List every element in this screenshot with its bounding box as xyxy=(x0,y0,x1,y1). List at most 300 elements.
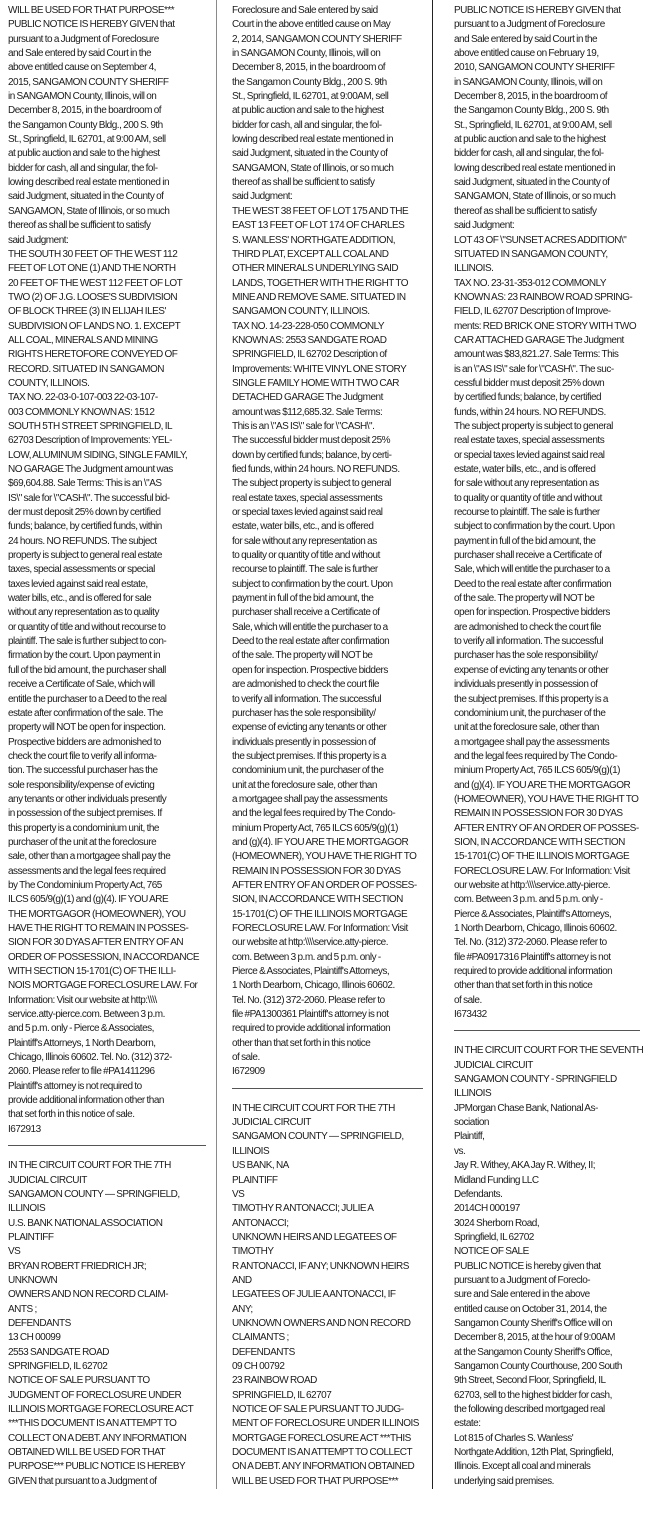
notice-line: JUDICIAL CIRCUIT xyxy=(8,1174,87,1186)
notice-line: December 8, 2015, in the boardroom of xyxy=(232,62,386,74)
notice-line: OWNERS AND NON RECORD CLAIM- xyxy=(8,1289,169,1301)
notice-line: any tenants or other individuals presently xyxy=(8,793,167,805)
notice-line: 23 RAINBOW ROAD xyxy=(232,1375,317,1387)
notice-line: NO GARAGE The Judgment amount was xyxy=(8,464,173,475)
notice-line: IN THE CIRCUIT COURT FOR THE 7TH xyxy=(8,1160,171,1172)
notice-line: Information: Visit our website at http:\\\\ xyxy=(8,994,157,1006)
notice-line: Plaintiff, xyxy=(454,1131,485,1143)
notice-line: 2010, SANGAMON COUNTY SHERIFF xyxy=(454,62,615,74)
notice-line: (HOMEOWNER), YOU HAVE THE RIGHT TO xyxy=(454,793,639,805)
notice-line: sale, other than a mortgagee shall pay the xyxy=(8,851,171,863)
notice-line: GIVEN that pursuant to a Judgment of xyxy=(8,1475,157,1487)
notice-line: FEET OF LOT ONE (1) AND THE NORTH xyxy=(8,263,176,275)
notice-line: UNKNOWN HEIRS AND LEGATEES OF xyxy=(232,1231,397,1243)
notice-line: of the sale. The property will NOT be xyxy=(454,593,595,605)
notice-line: SANGAMON COUNTY — SPRINGFIELD, xyxy=(8,1188,180,1200)
notice-line: REMAIN IN POSSESSION FOR 30 DYAS xyxy=(232,865,401,877)
notice-line: by certified funds; balance, by certified xyxy=(454,392,602,404)
notice-line: payment in full of the bid amount, the xyxy=(454,535,596,547)
notice-line: the subject premises. If this property is a xyxy=(454,693,608,705)
notice-line: TIMOTHY R ANTONACCI; JULIE A xyxy=(232,1203,374,1215)
notice-line: SANGAMON COUNTY — SPRINGFIELD, xyxy=(232,1131,404,1143)
notice-line: FORECLOSURE LAW. For Information: Visit xyxy=(232,923,408,934)
notice-line: by The Condominium Property Act, 765 xyxy=(8,879,162,891)
notice-line: ORDER OF POSSESSION, IN ACCORDANCE xyxy=(8,951,200,963)
notice-line: real estate taxes, special assessments xyxy=(232,492,383,504)
notice-line: OBTAINED WILL BE USED FOR THAT xyxy=(8,1447,166,1459)
notice-line: expense of evicting any tenants or other xyxy=(232,722,387,734)
column-1 xyxy=(0,0,216,1489)
notice-line: SINGLE FAMILY HOME WITH TWO CAR xyxy=(232,377,400,389)
notice-line: funds; balance, by certified funds, within xyxy=(8,521,162,533)
notice-line: are admonished to check the court file xyxy=(232,679,379,691)
notice-line: ILLINOIS xyxy=(8,1203,46,1215)
notice-line: I672913 xyxy=(8,1123,41,1135)
notice-line: SION, IN ACCORDANCE WITH SECTION xyxy=(454,836,625,848)
notice-line: St., Springfield, IL 62701, at 9:00 AM, sell xyxy=(454,119,612,131)
notice-line: WITH SECTION 15-1701(C) OF THE ILLI- xyxy=(8,966,176,978)
notice-line: purchaser shall receive a Certificate of xyxy=(232,607,380,619)
notice-line: (HOMEOWNER), YOU HAVE THE RIGHT TO xyxy=(232,851,417,863)
notice-line: pursuant to a Judgment of Foreclo- xyxy=(454,1274,591,1286)
notice-line: our website at http:\\\\service.atty-pierce. xyxy=(454,879,611,891)
notice-line: underlying said premises. xyxy=(454,1475,554,1487)
notice-line: lowing described real estate mentioned in xyxy=(454,162,615,174)
notice-line: taxes levied against said real estate, xyxy=(8,578,148,590)
notice-line: DEFENDANTS xyxy=(232,1346,295,1358)
notice-line: the following described mortgaged real xyxy=(454,1404,605,1415)
notice-line: full of the bid amount, the purchaser shall xyxy=(8,664,166,676)
notice-line: the Sangamon County Bldg., 200 S. 9th xyxy=(8,119,163,131)
notice-line: FORECLOSURE LAW. For Information: Visit xyxy=(454,865,630,877)
notice-line: SANGAMON COUNTY, ILLINOIS. xyxy=(232,306,370,318)
notice-line: LOT 43 OF \"SUNSET ACRES ADDITION\" xyxy=(454,234,627,246)
notice-line: JUDGMENT OF FORECLOSURE UNDER xyxy=(8,1389,182,1401)
notice-line: SPRINGFIELD, IL 62707 xyxy=(232,1389,332,1401)
notice-line: and the legal fees required by The Condo- xyxy=(232,808,396,820)
notice-line: SITUATED IN SANGAMON COUNTY, xyxy=(454,248,608,260)
notice-line: estate, water bills, etc., and is offered xyxy=(232,521,374,533)
notice-line: at public auction and sale to the highest xyxy=(454,134,606,146)
notice-line: entitled cause on October 31, 2014, the xyxy=(454,1303,607,1315)
notice-line: Midland Funding LLC xyxy=(454,1174,539,1186)
notice-line: water bills, etc., and is offered for sale xyxy=(8,593,152,605)
notice-line: for sale without any representation as xyxy=(232,535,377,547)
notice-line: SUBDIVISION OF LANDS NO. 1. EXCEPT xyxy=(8,320,181,332)
notice-line: Jay R. Withey, AKA Jay R. Withey, II; xyxy=(454,1160,596,1172)
notice-line: REMAIN IN POSSESSION FOR 30 DYAS xyxy=(454,808,623,820)
notice-line: sole responsibility/expense of evicting xyxy=(8,779,155,791)
notice-line: DETACHED GARAGE The Judgment xyxy=(232,392,383,404)
notice-line: SION, IN ACCORDANCE WITH SECTION xyxy=(232,894,403,906)
notice-line: to quality or quantity of title and without xyxy=(232,550,380,562)
notice-line: unit at the foreclosure sale, other than xyxy=(454,722,599,734)
notice-line: a mortgagee shall pay the assessments xyxy=(454,736,610,748)
notice-header xyxy=(232,1102,429,1489)
notice-line: SPRINGFIELD, IL 62702 xyxy=(8,1360,108,1372)
notice-line: The subject property is subject to general xyxy=(232,478,391,490)
notice-line: RIGHTS HERETOFORE CONVEYED OF xyxy=(8,349,178,361)
notice-line: unit at the foreclosure sale, other than xyxy=(232,779,377,791)
notice-line: CAR ATTACHED GARAGE The Judgment xyxy=(454,334,624,346)
notice-line: the Sangamon County Bldg., 200 S. 9th xyxy=(232,76,387,88)
notice-line: The subject property is subject to general xyxy=(454,420,613,432)
notice-line: cessful bidder must deposit 25% down xyxy=(454,377,605,389)
notice-line: entitle the purchaser to a Deed to the real xyxy=(8,693,167,705)
notice-line: Lot 815 of Charles S. Wanless' xyxy=(454,1432,574,1444)
notice-line: property is subject to general real estate xyxy=(8,550,162,562)
notice-line: com. Between 3 p.m. and 5 p.m. only - xyxy=(454,894,603,906)
notice-line: minium Property Act, 765 ILCS 605/9(g)(1) xyxy=(232,822,398,834)
notice-continuation xyxy=(232,4,429,1080)
notice-line: and (g)(4). IF YOU ARE THE MORTGAGOR xyxy=(232,836,409,848)
notice-line: 003 COMMONLY KNOWN AS: 1512 xyxy=(8,406,155,418)
notice-line: of sale. xyxy=(454,994,482,1006)
notice-line: PUBLIC NOTICE is hereby given that xyxy=(454,1260,601,1272)
notice-line: S. WANLESS' NORTHGATE ADDITION, xyxy=(232,234,396,246)
notice-line: SPRINGFIELD, IL 62702 Description of xyxy=(232,349,387,361)
notice-line: Sangamon County Sheriff's Office will on xyxy=(454,1317,613,1329)
notice-line: SANGAMON, State of Illinois, or so much xyxy=(232,162,394,174)
notice-line: Deed to the real estate after confirmation xyxy=(454,578,612,590)
notice-line: and (g)(4). IF YOU ARE THE MORTGAGOR xyxy=(454,779,631,791)
notice-line: that set forth in this notice of sale. xyxy=(8,1109,135,1121)
notice-line: said Judgment, situated in the County of xyxy=(232,148,388,160)
notice-line: are admonished to check the court file xyxy=(454,621,601,633)
notice-line: Tel. No. (312) 372-2060. Please refer to xyxy=(232,994,385,1006)
notice-line: ANTONACCI; xyxy=(232,1217,289,1229)
notice-line: open for inspection. Prospective bidders xyxy=(454,607,610,619)
notice-line: UNKNOWN xyxy=(8,1274,58,1286)
notice-line: tion. The successful purchaser has the xyxy=(8,765,158,777)
notice-line: WILL BE USED FOR THAT PURPOSE*** xyxy=(232,1475,399,1487)
notice-line: recourse to plaintiff. The sale is further xyxy=(232,564,378,576)
notice-line: NOTICE OF SALE PURSUANT TO JUDG- xyxy=(232,1404,404,1415)
notice-line: LEGATEES OF JULIE A ANTONACCI, IF xyxy=(232,1289,396,1301)
notice-line: IN THE CIRCUIT COURT FOR THE SEVENTH xyxy=(454,1045,644,1057)
notice-line: AFTER ENTRY OF AN ORDER OF POSSES- xyxy=(454,822,639,834)
notice-header xyxy=(8,1159,212,1489)
notice-line: in SANGAMON County, Illinois, will on xyxy=(454,76,603,88)
notice-line: FIELD, IL 62707 Description of Improve- xyxy=(454,306,611,318)
notice-line: St., Springfield, IL 62701, at 9:00 AM, sell xyxy=(8,134,166,146)
notice-line: the subject premises. If this property is a xyxy=(232,750,386,762)
notice-line: THE WEST 38 FEET OF LOT 175 AND THE xyxy=(232,205,409,217)
notice-line: KNOWN AS: 23 RAINBOW ROAD SPRING- xyxy=(454,291,633,303)
notice-line: NOIS MORTGAGE FORECLOSURE LAW. For xyxy=(8,980,198,992)
notice-line: TAX NO. 23-31-353-012 COMMONLY xyxy=(454,277,607,289)
notice-line: plaintiff. The sale is further subject to con- xyxy=(8,636,167,648)
notice-line: thereof as shall be sufficient to satisfy xyxy=(8,220,151,232)
notice-line: THE MORTGAGOR (HOMEOWNER), YOU xyxy=(8,908,186,920)
notice-line: individuals presently in possession of xyxy=(232,736,376,748)
notice-line: WILL BE USED FOR THAT PURPOSE*** xyxy=(8,5,175,16)
notice-line: 3024 Sherborn Road, xyxy=(454,1217,540,1229)
notice-line: OF BLOCK THREE (3) IN ELIJAH ILES' xyxy=(8,306,166,318)
notice-line: sociation xyxy=(454,1117,489,1129)
notice-line: Sangamon County Courthouse, 200 South xyxy=(454,1360,622,1372)
notice-line: 2553 SANDGATE ROAD xyxy=(8,1346,109,1358)
notice-continuation xyxy=(8,4,212,1137)
notice-line: and the legal fees required by The Condo- xyxy=(454,750,618,762)
notice-line: funds, within 24 hours. NO REFUNDS. xyxy=(454,406,606,418)
notice-line: Prospective bidders are admonished to xyxy=(8,736,161,748)
notice-line: JUDICIAL CIRCUIT xyxy=(232,1117,311,1129)
notice-line: said Judgment: xyxy=(454,220,515,232)
notice-line: minium Property Act, 765 ILCS 605/9(g)(1) xyxy=(454,765,620,777)
notice-line: said Judgment: xyxy=(232,191,293,203)
notice-line: Illinois. Except all coal and minerals xyxy=(454,1461,591,1473)
notice-line: in SANGAMON County, Illinois, will on xyxy=(232,48,381,60)
notice-line: December 8, 2015, in the boardroom of xyxy=(454,91,608,103)
notice-line: Chicago, Illinois 60602. Tel. No. (312) 372- xyxy=(8,1052,172,1064)
column-3 xyxy=(432,0,649,1489)
notice-line: ILLINOIS. xyxy=(454,263,494,275)
notice-line: AND xyxy=(232,1274,252,1286)
notice-line: Pierce & Associates, Plaintiff's Attorneys, xyxy=(454,908,612,920)
notice-line: BRYAN ROBERT FRIEDRICH JR; xyxy=(8,1260,147,1272)
notice-line: said Judgment, situated in the County of xyxy=(8,191,164,203)
notice-line: bidder for cash, all and singular, the fol- xyxy=(8,162,158,174)
notice-line: individuals presently in possession of xyxy=(454,679,598,691)
notice-line: condominium unit, the purchaser of the xyxy=(454,707,606,719)
notice-line: Pierce & Associates, Plaintiff's Attorneys, xyxy=(232,966,390,978)
notice-line: 20 FEET OF THE WEST 112 FEET OF LOT xyxy=(8,277,183,289)
notice-line: LANDS, TOGETHER WITH THE RIGHT TO xyxy=(232,277,409,289)
notice-line: CLAIMANTS ; xyxy=(232,1332,289,1344)
notice-line: or quantity of title and without recourse to xyxy=(8,621,166,633)
notice-line: ANY; xyxy=(232,1303,253,1315)
notice-line: condominium unit, the purchaser of the xyxy=(232,765,384,777)
notice-line: ments: RED BRICK ONE STORY WITH TWO xyxy=(454,320,637,332)
notice-line: TIMOTHY xyxy=(232,1246,274,1258)
notice-line: property will NOT be open for inspection. xyxy=(8,722,166,734)
notice-line: subject to confirmation by the court. Upon xyxy=(232,578,393,590)
notice-line: PURPOSE*** PUBLIC NOTICE IS HEREBY xyxy=(8,1461,186,1473)
notice-line: 09 CH 00792 xyxy=(232,1360,285,1372)
notice-line: in possession of the subject premises. If xyxy=(8,808,162,820)
notice-line: 1 North Dearborn, Chicago, Illinois 60602. xyxy=(454,923,617,934)
notice-line: this property is a condominium unit, the xyxy=(8,822,159,834)
notice-line: above entitled cause on February 19, xyxy=(454,48,599,60)
notice-line: and 5 p.m. only - Pierce & Associates, xyxy=(8,1023,154,1035)
notice-line: recourse to plaintiff. The sale is further xyxy=(454,507,600,519)
notice-line: 1 North Dearborn, Chicago, Illinois 60602. xyxy=(232,980,395,992)
notice-line: LOW, ALUMINUM SIDING, SINGLE FAMILY, xyxy=(8,449,188,461)
notice-line: of sale. xyxy=(232,1052,260,1064)
notice-line: bidder for cash, all and singular, the fol- xyxy=(232,119,382,131)
notice-line: pursuant to a Judgment of Foreclosure xyxy=(8,33,159,45)
column-2 xyxy=(216,0,432,1489)
notice-line: ***THIS DOCUMENT IS AN ATTEMPT TO xyxy=(8,1418,177,1430)
notice-line: 62703, sell to the highest bidder for cash, xyxy=(454,1389,612,1401)
notice-line: Foreclosure and Sale entered by said xyxy=(232,5,378,16)
notice-line: purchaser shall receive a Certificate of xyxy=(454,550,602,562)
notice-line: amount was $112,685.32. Sale Terms: xyxy=(232,406,383,418)
notice-line: ILLINOIS xyxy=(454,1088,492,1100)
notice-line: JPMorgan Chase Bank, National As- xyxy=(454,1102,598,1114)
notice-line: Plaintiff's attorney is not required to xyxy=(8,1080,142,1092)
notice-line: R ANTONACCI, IF ANY; UNKNOWN HEIRS xyxy=(232,1260,409,1272)
notice-line: file #PA0917316 Plaintiff's attorney is not xyxy=(454,951,611,963)
notice-line: 15-1701(C) OF THE ILLINOIS MORTGAGE xyxy=(454,851,630,863)
notice-divider xyxy=(8,1145,206,1146)
notice-line: der must deposit 25% down by certified xyxy=(8,507,161,519)
notice-line: Sale, which will entitle the purchaser to a xyxy=(454,564,610,576)
notice-line: is an \"AS IS\" sale for \"CASH\". The suc- xyxy=(454,363,614,375)
notice-line: provide additional information other than xyxy=(8,1095,164,1107)
notice-line: VS xyxy=(8,1246,21,1258)
notice-line: MINE AND REMOVE SAME. SITUATED IN xyxy=(232,291,406,303)
notice-line: Northgate Addition, 12th Plat, Springfield, xyxy=(454,1447,614,1459)
notice-line: OTHER MINERALS UNDERLYING SAID xyxy=(232,263,399,275)
notice-line: of the sale. The property will NOT be xyxy=(232,650,373,662)
notice-line: ILLINOIS MORTGAGE FORECLOSURE ACT xyxy=(8,1404,194,1415)
notice-line: the Sangamon County Bldg., 200 S. 9th xyxy=(454,105,609,117)
notice-line: The successful bidder must deposit 25% xyxy=(232,435,391,447)
notice-line: vs. xyxy=(454,1145,466,1157)
notice-line: PUBLIC NOTICE IS HEREBY GIVEN that xyxy=(454,5,621,16)
notice-line: our website at http:\\\\service.atty-pierce. xyxy=(232,937,389,949)
notice-line: lowing described real estate mentioned in xyxy=(8,177,169,189)
notice-line: or special taxes levied against said real xyxy=(454,449,605,461)
notice-line: 24 hours. NO REFUNDS. The subject xyxy=(8,535,157,547)
notice-line: MENT OF FORECLOSURE UNDER ILLINOIS xyxy=(232,1418,419,1430)
notice-line: 9th Street, Second Floor, Springfield, IL xyxy=(454,1375,606,1387)
notice-line: thereof as shall be sufficient to satisfy xyxy=(232,177,375,189)
notice-line: Court in the above entitled cause on May xyxy=(232,19,391,31)
notice-line: or special taxes levied against said real xyxy=(232,507,383,519)
notice-line: December 8, 2015, at the hour of 9:00AM xyxy=(454,1332,615,1344)
notice-line: KNOWN AS: 2553 SANDGATE ROAD xyxy=(232,334,387,346)
notice-line: without any representation as to quality xyxy=(8,607,159,619)
notice-continuation xyxy=(454,4,646,1022)
notice-line: AFTER ENTRY OF AN ORDER OF POSSES- xyxy=(232,879,417,891)
notice-line: said Judgment: xyxy=(8,234,69,246)
notice-line: NOTICE OF SALE xyxy=(454,1246,529,1258)
notice-line: open for inspection. Prospective bidders xyxy=(232,664,388,676)
notice-line: ALL COAL, MINERALS AND MINING xyxy=(8,334,158,346)
notice-line: MORTGAGE FORECLOSURE ACT ***THIS xyxy=(232,1432,411,1444)
notice-line: in SANGAMON County, Illinois, will on xyxy=(8,91,157,103)
notice-line: taxes, special assessments or special xyxy=(8,564,155,576)
notice-line: THIRD PLAT, EXCEPT ALL COAL AND xyxy=(232,248,389,260)
notice-line: $69,604.88. Sale Terms: This is an \"AS xyxy=(8,478,162,490)
notice-line: Tel. No. (312) 372-2060. Please refer to xyxy=(454,937,607,949)
notice-line: 2060. Please refer to file #PA1411296 xyxy=(8,1066,155,1078)
notice-line: bidder for cash, all and singular, the fol- xyxy=(454,148,604,160)
notice-line: ILLINOIS xyxy=(232,1145,270,1157)
notice-line: SOUTH 5TH STREET SPRINGFIELD, IL xyxy=(8,420,173,432)
notice-line: pursuant to a Judgment of Foreclosure xyxy=(454,19,605,31)
notice-line: TAX NO. 14-23-228-050 COMMONLY xyxy=(232,320,385,332)
notice-line: THE SOUTH 30 FEET OF THE WEST 112 xyxy=(8,248,178,260)
notice-line: PLAINTIFF xyxy=(8,1231,54,1243)
notice-line: HAVE THE RIGHT TO REMAIN IN POSSES- xyxy=(8,923,189,934)
notice-line: sure and Sale entered in the above xyxy=(454,1289,590,1301)
notice-line: PUBLIC NOTICE IS HEREBY GIVEN that xyxy=(8,19,175,31)
notice-line: other than that set forth in this notice xyxy=(454,980,593,992)
notice-line: required to provide additional information xyxy=(454,966,613,978)
notice-line: for sale without any representation as xyxy=(454,478,599,490)
notice-line: check the court file to verify all informa- xyxy=(8,750,157,762)
notice-line: DEFENDANTS xyxy=(8,1317,71,1329)
notice-line: PLAINTIFF xyxy=(232,1174,278,1186)
notice-line: EAST 13 FEET OF LOT 174 OF CHARLES xyxy=(232,220,405,232)
notice-line: and Sale entered by said Court in the xyxy=(454,33,598,45)
notice-line: down by certified funds; balance, by certi- xyxy=(232,449,392,461)
notice-line: amount was $83,821.27. Sale Terms: This xyxy=(454,349,619,361)
notice-line: real estate taxes, special assessments xyxy=(454,435,605,447)
notice-line: and Sale entered by said Court in the xyxy=(8,48,152,60)
notice-line: IS\" sale for \"CASH\". The successful bid- xyxy=(8,492,170,504)
notice-line: purchaser has the sole responsibility/ xyxy=(454,650,598,662)
notice-line: SION FOR 30 DYAS AFTER ENTRY OF AN xyxy=(8,937,184,949)
notice-line: payment in full of the bid amount, the xyxy=(232,593,374,605)
notice-line: to verify all information. The successful xyxy=(232,693,382,705)
notice-line: JUDICIAL CIRCUIT xyxy=(454,1059,533,1071)
notice-line: estate after confirmation of the sale. The xyxy=(8,707,163,719)
notice-line: I673432 xyxy=(454,1009,487,1021)
notice-line: at public auction and sale to the highest xyxy=(8,148,160,160)
notice-line: 2015, SANGAMON COUNTY SHERIFF xyxy=(8,76,169,88)
notice-line: SANGAMON, State of Illinois, or so much xyxy=(8,205,170,217)
notice-line: St., Springfield, IL 62701, at 9:00AM, sell xyxy=(232,91,389,103)
notice-divider xyxy=(232,1088,423,1089)
notice-line: other than that set forth in this notice xyxy=(232,1037,371,1049)
notice-line: UNKNOWN OWNERS AND NON RECORD xyxy=(232,1317,411,1329)
notice-line: U.S. BANK NATIONAL ASSOCIATION xyxy=(8,1217,163,1229)
notice-line: assessments and the legal fees required xyxy=(8,865,166,877)
notice-line: ON A DEBT. ANY INFORMATION OBTAINED xyxy=(232,1461,415,1473)
notice-line: ILCS 605/9(g)(1) and (g)(4). IF YOU ARE xyxy=(8,894,169,906)
notice-line: SANGAMON, State of Illinois, or so much xyxy=(454,191,616,203)
notice-line: IN THE CIRCUIT COURT FOR THE 7TH xyxy=(232,1102,395,1114)
notice-line: estate, water bills, etc., and is offered xyxy=(454,464,596,475)
notice-line: 15-1701(C) OF THE ILLINOIS MORTGAGE xyxy=(232,908,408,920)
notice-line: Springfield, IL 62702 xyxy=(454,1231,534,1243)
notice-line: purchaser of the unit at the foreclosure xyxy=(8,836,157,848)
notice-line: a mortgagee shall pay the assessments xyxy=(232,793,388,805)
notice-line: DOCUMENT IS AN ATTEMPT TO COLLECT xyxy=(232,1447,413,1459)
notice-line: NOTICE OF SALE PURSUANT TO xyxy=(8,1375,150,1387)
notice-line: Defendants. xyxy=(454,1188,503,1200)
notice-line: expense of evicting any tenants or other xyxy=(454,664,609,676)
notice-line: I672909 xyxy=(232,1066,265,1078)
notice-divider xyxy=(454,1030,640,1031)
notice-line: TAX NO. 22-03-0-107-003 22-03-107- xyxy=(8,392,158,404)
notice-line: receive a Certificate of Sale, which will xyxy=(8,679,155,691)
notice-line: COUNTY, ILLINOIS. xyxy=(8,377,90,389)
notice-line: This is an \"AS IS\" sale for \"CASH\". xyxy=(232,420,375,432)
notice-line: COLLECT ON A DEBT. ANY INFORMATION xyxy=(8,1432,187,1444)
notice-line: 2014CH 000197 xyxy=(454,1203,520,1215)
notice-line: required to provide additional information xyxy=(232,1023,391,1035)
notice-line: thereof as shall be sufficient to satisfy xyxy=(454,205,597,217)
notice-line: file #PA1300361 Plaintiff's attorney is not xyxy=(232,1009,389,1021)
notice-line: Sale, which will entitle the purchaser to a xyxy=(232,621,388,633)
notice-line: TWO (2) OF J.G. LOOSE'S SUBDIVISION xyxy=(8,291,178,303)
notice-line: ANTS ; xyxy=(8,1303,37,1315)
notice-line: com. Between 3 p.m. and 5 p.m. only - xyxy=(232,951,381,963)
notice-line: at public auction and sale to the highest xyxy=(232,105,384,117)
notice-line: 62703 Description of Improvements: YEL- xyxy=(8,435,172,447)
notice-line: Plaintiff's Attorneys, 1 North Dearborn, xyxy=(8,1037,156,1049)
notice-line: December 8, 2015, in the boardroom of xyxy=(8,105,162,117)
notice-line: US BANK, NA xyxy=(232,1160,289,1172)
notice-line: 13 CH 00099 xyxy=(8,1332,61,1344)
notice-line: to quality or quantity of title and without xyxy=(454,492,602,504)
